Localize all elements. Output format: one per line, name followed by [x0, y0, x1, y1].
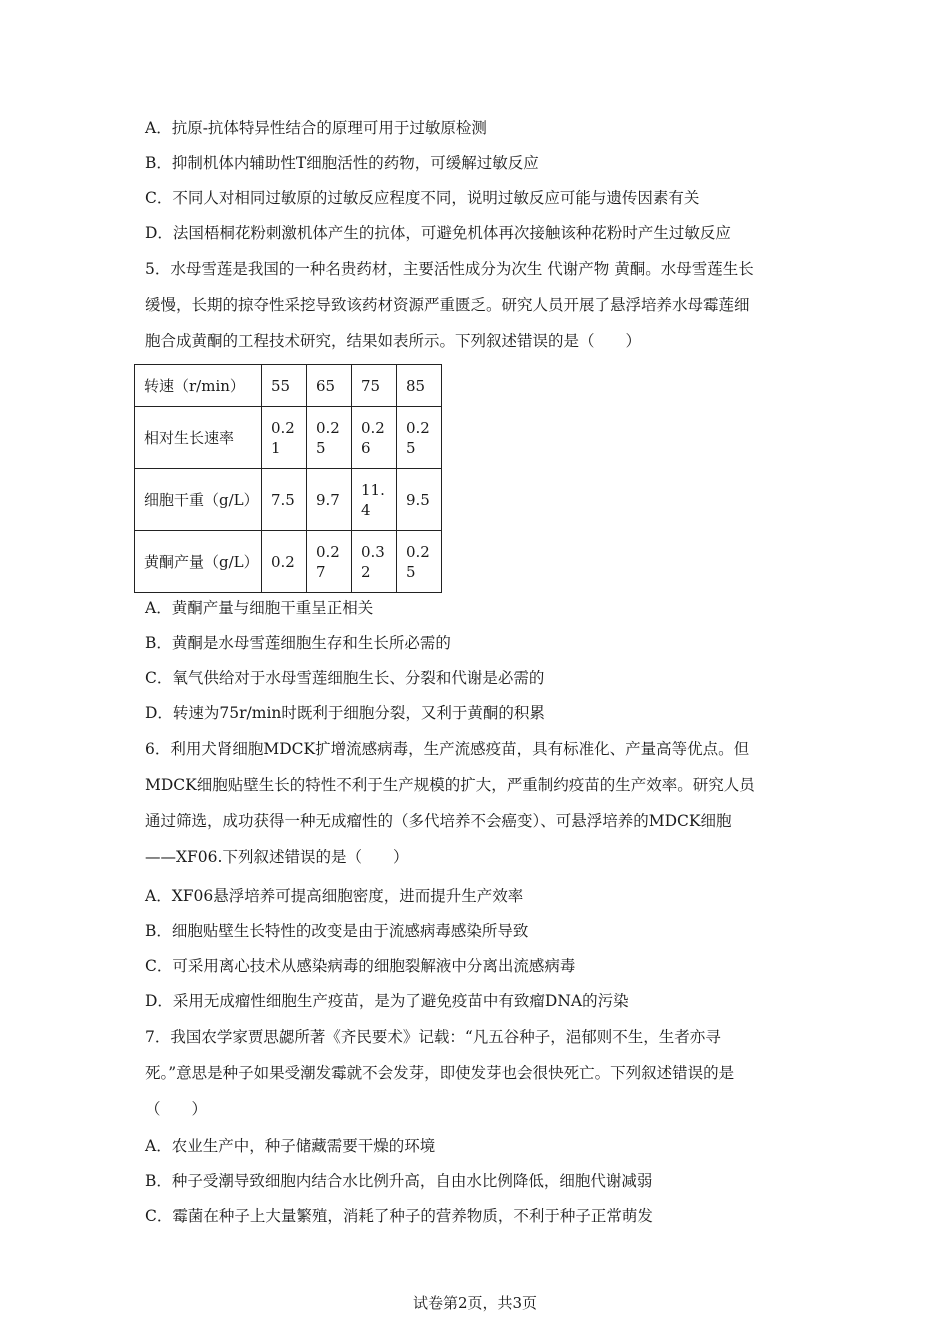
- cell-value: 7.5: [262, 469, 307, 531]
- q6-option-b: B．细胞贴壁生长特性的改变是由于流感病毒感染所导致: [145, 922, 529, 940]
- q4-option-d: D．法国梧桐花粉刺激机体产生的抗体，可避免机体再次接触该种花粉时产生过敏反应: [145, 224, 731, 242]
- q5-option-c: C．氧气供给对于水母雪莲细胞生长、分裂和代谢是必需的: [145, 669, 545, 687]
- q6-stem-line: 通过筛选，成功获得一种无成瘤性的（多代培养不会癌变）、可悬浮培养的MDCK细胞: [145, 812, 732, 830]
- cell-value: 55: [262, 365, 307, 407]
- cell-value: 0.26: [352, 407, 397, 469]
- q5-stem-line: 缓慢，长期的掠夺性采挖导致该药材资源严重匮乏。研究人员开展了悬浮培养水母霉莲细: [145, 296, 750, 314]
- page-footer: 试卷第2页，共3页: [412, 1294, 538, 1312]
- q6-stem-line: 6．利用犬肾细胞MDCK扩增流感病毒，生产流感疫苗，具有标准化、产量高等优点。但: [145, 740, 750, 758]
- cell-value: 11.4: [352, 469, 397, 531]
- q5-option-d: D．转速为75r/min时既利于细胞分裂，又利于黄酮的积累: [145, 704, 545, 722]
- q4-option-c: C．不同人对相同过敏原的过敏反应程度不同，说明过敏反应可能与遗传因素有关: [145, 189, 700, 207]
- cell-value: 75: [352, 365, 397, 407]
- q5-stem-line: 胞合成黄酮的工程技术研究，结果如表所示。下列叙述错误的是（ ）: [145, 332, 642, 350]
- q5-stem-line: 5．水母雪莲是我国的一种名贵药材，主要活性成分为次生 代谢产物 黄酮。水母雪莲生长: [145, 260, 754, 278]
- q7-stem-line: 7．我国农学家贾思勰所著《齐民要术》记载：“凡五谷种子，浥郁则不生，生者亦寻: [145, 1028, 721, 1046]
- cell-value: 9.5: [397, 469, 442, 531]
- q5-option-b: B．黄酮是水母雪莲细胞生存和生长所必需的: [145, 634, 451, 652]
- q4-option-a: A．抗原-抗体特异性结合的原理可用于过敏原检测: [145, 119, 487, 137]
- table-row: [135, 469, 442, 531]
- cell-value: 0.27: [307, 531, 352, 593]
- q7-option-b: B．种子受潮导致细胞内结合水比例升高，自由水比例降低，细胞代谢减弱: [145, 1172, 653, 1190]
- cell-value: 0.2: [262, 531, 307, 593]
- q7-stem-line: 死。”意思是种子如果受潮发霉就不会发芽，即使发芽也会很快死亡。下列叙述错误的是: [145, 1064, 735, 1082]
- row-label-growth-rate: 相对生长速率: [135, 407, 262, 469]
- q7-option-a: A．农业生产中，种子储藏需要干燥的环境: [145, 1137, 436, 1155]
- cell-value: 85: [397, 365, 442, 407]
- q6-option-c: C．可采用离心技术从感染病毒的细胞裂解液中分离出流感病毒: [145, 957, 576, 975]
- row-label-flavone-yield: 黄酮产量（g/L）: [135, 531, 262, 593]
- q4-option-b: B．抑制机体内辅助性T细胞活性的药物，可缓解过敏反应: [145, 154, 539, 172]
- table-row: [135, 365, 442, 407]
- cell-value: 9.7: [307, 469, 352, 531]
- cell-value: 0.32: [352, 531, 397, 593]
- q5-data-table: [134, 364, 442, 593]
- q7-stem-line: （ ）: [145, 1100, 208, 1118]
- cell-value: 0.25: [397, 407, 442, 469]
- cell-value: 0.25: [307, 407, 352, 469]
- q6-option-a: A．XF06悬浮培养可提高细胞密度，进而提升生产效率: [145, 887, 524, 905]
- q5-option-a: A．黄酮产量与细胞干重呈正相关: [145, 599, 374, 617]
- row-label-speed: 转速（r/min）: [135, 365, 262, 407]
- q7-option-c: C．霉菌在种子上大量繁殖，消耗了种子的营养物质，不利于种子正常萌发: [145, 1207, 653, 1225]
- cell-value: 65: [307, 365, 352, 407]
- cell-value: 0.21: [262, 407, 307, 469]
- q6-stem-line: MDCK细胞贴壁生长的特性不利于生产规模的扩大，严重制约疫苗的生产效率。研究人员: [145, 776, 755, 794]
- row-label-dry-weight: 细胞干重（g/L）: [135, 469, 262, 531]
- q6-stem-line: ——XF06.下列叙述错误的是（ ）: [145, 848, 409, 866]
- cell-value: 0.25: [397, 531, 442, 593]
- table-row: [135, 531, 442, 593]
- table-row: [135, 407, 442, 469]
- q6-option-d: D．采用无成瘤性细胞生产疫苗，是为了避免疫苗中有致瘤DNA的污染: [145, 992, 629, 1010]
